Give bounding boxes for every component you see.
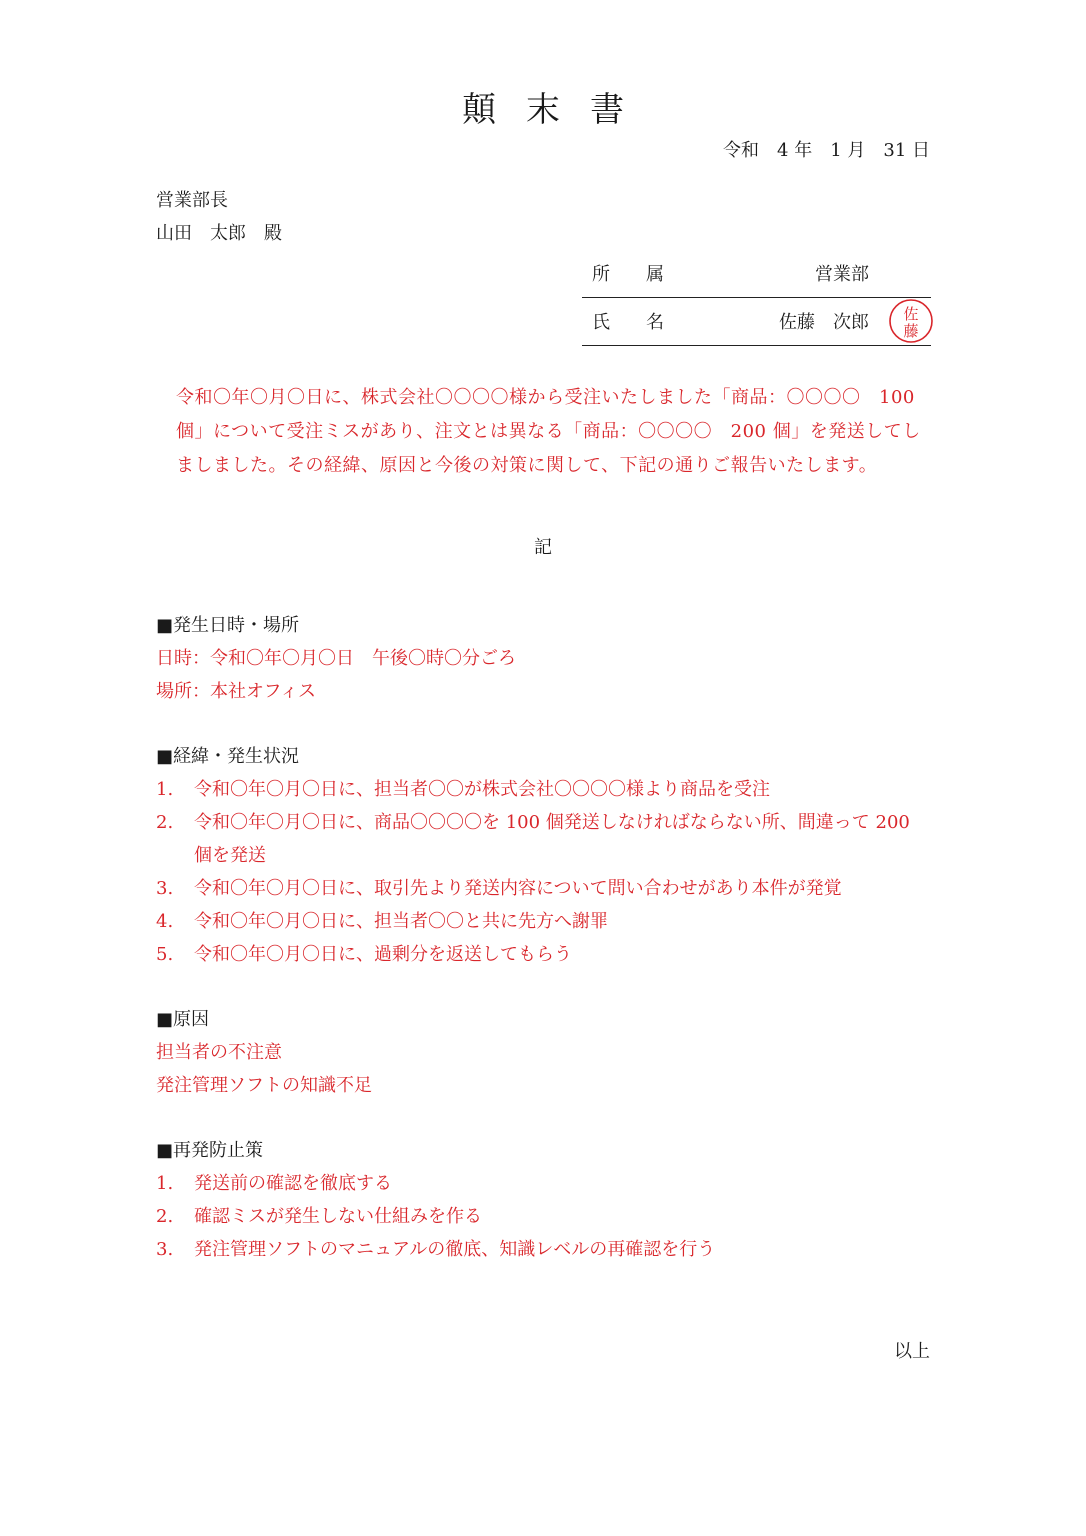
list-number: 3. <box>156 1239 174 1260</box>
list-item <box>156 905 946 938</box>
list-number: 2. <box>156 1206 174 1227</box>
section-heading: ■経緯・発生状況 <box>156 746 300 767</box>
section-heading: ■発生日時・場所 <box>156 615 300 636</box>
list-number: 5. <box>156 944 174 965</box>
addressee-position: 営業部長 <box>156 190 228 211</box>
dept-label: 所 属 <box>592 264 664 285</box>
affiliation-name-row <box>582 297 931 346</box>
list-number: 2. <box>156 812 174 833</box>
document-title: 顛末書 <box>462 90 654 130</box>
affiliation-table <box>582 250 931 346</box>
list-text: 発注管理ソフトのマニュアルの徹底、知識レベルの再確認を行う <box>194 1239 716 1260</box>
list-text: 令和〇年〇月〇日に、担当者〇〇と共に先方へ謝罪 <box>194 911 608 932</box>
document-date: 令和 4 年 1 月 31 日 <box>723 140 930 161</box>
section-heading: ■再発防止策 <box>156 1140 264 1161</box>
list-item-continuation <box>156 839 946 872</box>
list-number: 1. <box>156 779 174 800</box>
list-item <box>156 806 946 839</box>
occurrence-place: 場所：本社オフィス <box>156 681 317 702</box>
affiliation-dept-row <box>582 250 931 297</box>
ki-heading: 記 <box>534 537 552 558</box>
list-item <box>156 1200 946 1233</box>
list-item <box>156 773 946 806</box>
intro-line: ましました。その経緯、原因と今後の対策に関して、下記の通りご報告いたします。 <box>176 455 878 476</box>
list-text: 発送前の確認を徹底する <box>194 1173 392 1194</box>
seal-stamp-icon <box>888 298 934 344</box>
intro-paragraph <box>176 381 936 483</box>
cause-line: 発注管理ソフトの知識不足 <box>156 1075 372 1096</box>
list-item <box>156 938 946 971</box>
list-item <box>156 872 946 905</box>
name-value: 佐藤 次郎 <box>779 312 869 333</box>
dept-value: 営業部 <box>815 264 869 285</box>
intro-line: 令和〇年〇月〇日に、株式会社〇〇〇〇様から受注いたしました「商品：〇〇〇〇 100 <box>176 387 915 408</box>
process-section <box>156 740 946 971</box>
list-item <box>156 1167 946 1200</box>
name-label: 氏 名 <box>592 312 664 333</box>
intro-line: 個」について受注ミスがあり、注文とは異なる「商品：〇〇〇〇 200 個」を発送してし <box>176 421 921 442</box>
seal-char-1: 佐 <box>903 305 919 323</box>
list-text: 確認ミスが発生しない仕組みを作る <box>194 1206 482 1227</box>
seal-char-2: 藤 <box>903 322 919 340</box>
cause-section <box>156 1003 946 1102</box>
addressee-name: 山田 太郎 殿 <box>156 223 282 244</box>
list-text: 令和〇年〇月〇日に、商品〇〇〇〇を 100 個発送しなければならない所、間違って 200 <box>194 812 910 833</box>
list-text: 個を発送 <box>194 845 266 866</box>
list-item <box>156 1233 946 1266</box>
occurrence-datetime: 日時：令和〇年〇月〇日 午後〇時〇分ごろ <box>156 648 516 669</box>
prevention-section <box>156 1134 946 1266</box>
list-number: 1. <box>156 1173 174 1194</box>
list-number: 4. <box>156 911 174 932</box>
list-number <box>156 839 194 872</box>
occurrence-section <box>156 609 946 708</box>
section-heading: ■原因 <box>156 1009 210 1030</box>
list-number: 3. <box>156 878 174 899</box>
list-text: 令和〇年〇月〇日に、担当者〇〇が株式会社〇〇〇〇様より商品を受注 <box>194 779 770 800</box>
closing-text: 以上 <box>894 1341 930 1362</box>
cause-line: 担当者の不注意 <box>156 1042 282 1063</box>
list-text: 令和〇年〇月〇日に、過剰分を返送してもらう <box>194 944 572 965</box>
list-text: 令和〇年〇月〇日に、取引先より発送内容について問い合わせがあり本件が発覚 <box>194 878 842 899</box>
